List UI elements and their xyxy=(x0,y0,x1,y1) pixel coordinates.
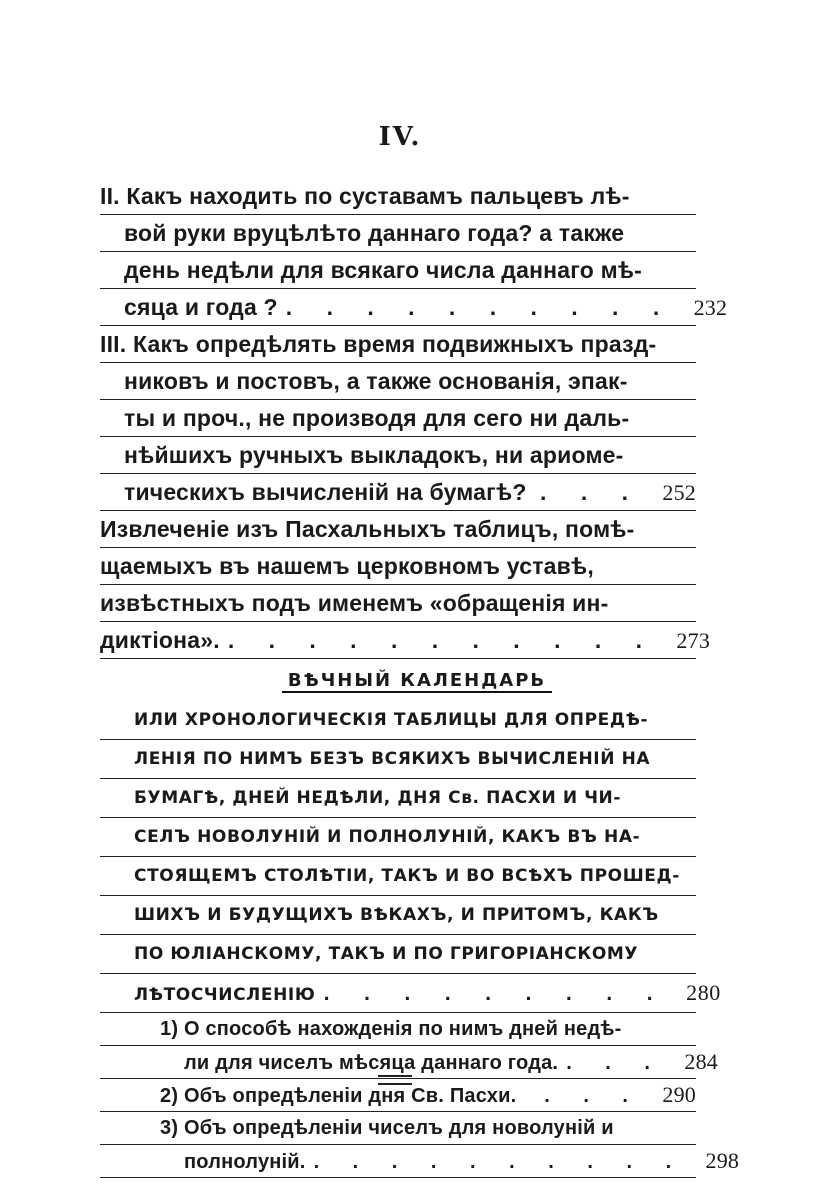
toc-line xyxy=(100,974,721,1013)
toc-line-text: диктіона». xyxy=(100,627,220,653)
page-number: IV. xyxy=(378,122,422,152)
toc-line-text: СТОЯЩЕМЪ СТОЛѢТІИ, ТАКЪ И ВО ВСѢХЪ ПРОШЕД- xyxy=(134,866,680,886)
leader-dots: . . . xyxy=(544,1085,642,1107)
toc-line-text: тическихъ вычисленій на бумагѣ? xyxy=(124,479,527,505)
toc-line xyxy=(100,585,696,622)
toc-line-text: ИЛИ ХРОНОЛОГИЧЕСКІЯ ТАБЛИЦЫ ДЛЯ ОПРЕДѢ- xyxy=(134,710,649,730)
toc-line xyxy=(100,548,696,585)
toc-entry-extract xyxy=(100,511,711,659)
toc-page-number: 280 xyxy=(686,980,721,1005)
toc-line xyxy=(100,326,696,363)
toc-line-text: никовъ и постовъ, а также основанія, эпак- xyxy=(124,368,628,394)
toc-line-text: ты и проч., не производя для сего ни даль- xyxy=(124,405,630,431)
leader-dots: . . . . . . . . . . xyxy=(285,294,674,320)
toc-line xyxy=(100,252,696,289)
section-heading xyxy=(138,661,696,701)
toc-line xyxy=(100,511,696,548)
toc-line xyxy=(100,178,696,215)
toc-entry-calendar xyxy=(100,701,721,1013)
toc-line xyxy=(100,896,696,935)
toc-line xyxy=(100,474,696,511)
toc-page-number: 252 xyxy=(662,480,696,505)
toc-entry-ii xyxy=(100,178,728,326)
toc-line xyxy=(100,818,696,857)
toc-line-text: день недѣли для всякаго числа даннаго мѣ- xyxy=(124,257,643,283)
toc-line-text: сяца и года ? xyxy=(124,294,278,320)
toc-line-text: II. Какъ находить по суставамъ пальцевъ лѣ- xyxy=(100,183,630,209)
leader-dots: . . . . . . . . . xyxy=(323,985,667,1005)
toc-line xyxy=(100,740,696,779)
toc-line xyxy=(100,215,696,252)
toc-line-text: полнолуній. xyxy=(184,1151,306,1173)
toc-line-text: 2) Объ опредѣленіи дня Св. Пасхи. xyxy=(160,1085,517,1107)
toc-line xyxy=(100,1013,696,1046)
toc-line-text: Извлеченіе изъ Пасхальныхъ таблицъ, помѣ- xyxy=(100,516,635,542)
toc-line xyxy=(100,400,696,437)
toc-page-number: 290 xyxy=(662,1082,696,1107)
toc-line-text: щаемыхъ въ нашемъ церковномъ уставѣ, xyxy=(100,553,594,579)
toc-line xyxy=(100,857,696,896)
toc-line xyxy=(100,779,696,818)
toc-line xyxy=(100,622,711,659)
toc-page-number: 298 xyxy=(705,1148,740,1173)
toc-line-text: III. Какъ опредѣлять время подвижныхъ празд- xyxy=(100,331,657,357)
toc-line-text: нѣйшихъ ручныхъ выкладокъ, ни ариоме- xyxy=(124,442,624,468)
toc-line-text: извѣстныхъ подъ именемъ «обращенія ин- xyxy=(100,590,609,616)
toc-line xyxy=(100,437,696,474)
toc-subentry-3 xyxy=(100,1112,740,1178)
toc-line-text: БУМАГѢ, ДНЕЙ НЕДѢЛИ, ДНЯ Св. ПАСХИ И ЧИ- xyxy=(134,788,622,808)
toc-line-text: ПО ЮЛІАНСКОМУ, ТАКЪ И ПО ГРИГОРІАНСКОМУ xyxy=(134,944,639,964)
toc-line xyxy=(100,1145,740,1178)
leader-dots: . . . xyxy=(540,479,642,505)
toc-line xyxy=(100,701,696,740)
toc-line-text: ШИХЪ И БУДУЩИХЪ ВѢКАХЪ, И ПРИТОМЪ, КАКЪ xyxy=(134,905,659,925)
table-of-contents xyxy=(100,178,740,1178)
toc-page-number: 232 xyxy=(693,295,728,320)
toc-entry-iii xyxy=(100,326,696,511)
toc-line-text: вой руки вруцѣлѣто даннаго года? а также xyxy=(124,220,625,246)
ornament-bar xyxy=(378,1083,412,1085)
toc-line-text: ли для чиселъ мѣсяца даннаго года. xyxy=(184,1052,559,1074)
toc-line xyxy=(100,1112,696,1145)
toc-line-text: 1) О способѣ нахожденія по нимъ дней недѣ- xyxy=(160,1018,622,1040)
toc-page-number: 273 xyxy=(676,628,711,653)
section-heading-text: ВѢЧНЫЙ КАЛЕНДАРЬ xyxy=(282,670,552,693)
toc-subentry-1 xyxy=(100,1013,718,1079)
toc-line-text: СЕЛЪ НОВОЛУНІЙ И ПОЛНОЛУНІЙ, КАКЪ ВЪ НА- xyxy=(134,827,641,847)
leader-dots: . . . . . . . . . . . xyxy=(227,627,657,653)
ornament-bar xyxy=(378,1075,412,1077)
toc-line xyxy=(100,935,696,974)
toc-line-text: ЛѢТОСЧИСЛЕНІЮ xyxy=(134,985,316,1005)
toc-line xyxy=(100,289,728,326)
toc-line xyxy=(100,363,696,400)
leader-dots: . . . xyxy=(566,1052,664,1074)
leader-dots: . . . . . . . . . . xyxy=(313,1151,686,1173)
closing-ornament xyxy=(378,1075,412,1087)
toc-line-text: ЛЕНІЯ ПО НИМЪ БЕЗЪ ВСЯКИХЪ ВЫЧИСЛЕНІЙ НА xyxy=(134,749,651,769)
toc-line-text: 3) Объ опредѣленіи чиселъ для новолуній и xyxy=(160,1117,614,1139)
toc-page-number: 284 xyxy=(684,1049,718,1074)
